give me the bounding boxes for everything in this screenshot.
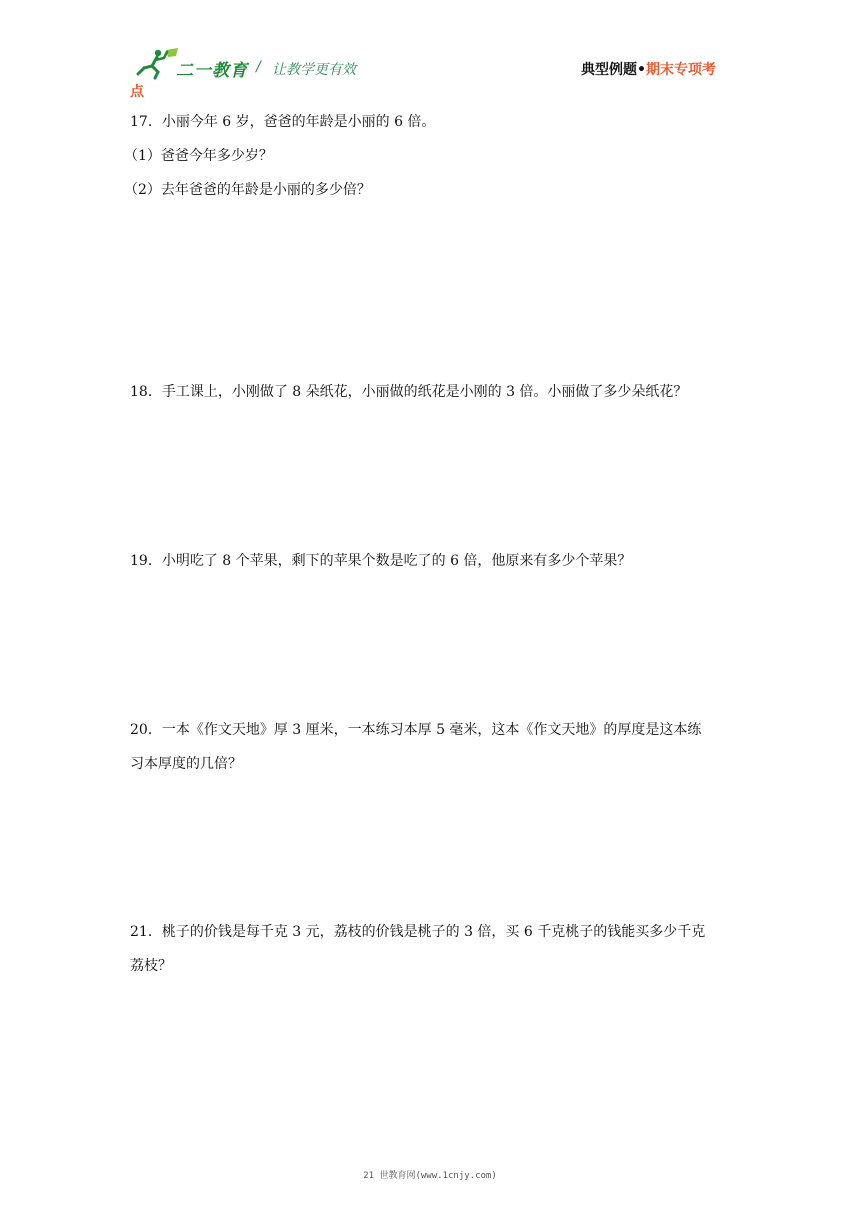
question-20-line-2: 习本厚度的几倍？: [130, 756, 242, 772]
page-header: [0, 0, 860, 100]
header-separator: /: [256, 59, 261, 75]
brand-name: 二一教育: [176, 61, 248, 81]
question-17: [124, 105, 735, 207]
brand-slogan: 让教学更有效: [272, 62, 356, 78]
question-17-line-1: 17．小丽今年 6 岁，爸爸的年龄是小丽的 6 倍。: [130, 114, 436, 130]
header-tag-part3: 点: [130, 84, 144, 100]
question-20-line-1: 20．一本《作文天地》厚 3 厘米，一本练习本厚 5 毫米，这本《作文天地》的厚度是这本练: [130, 722, 702, 738]
question-21-line-1: 21．桃子的价钱是每千克 3 元，荔枝的价钱是桃子的 3 倍，买 6 千克桃子的钱能买多少千克: [130, 924, 706, 940]
question-21-line-2: 荔枝？: [130, 958, 172, 974]
question-17-sub-1: （1）爸爸今年多少岁？: [124, 148, 273, 164]
question-19: [130, 544, 735, 578]
header-tag: [581, 59, 716, 79]
page-footer: 21 世教育网(www.1cnjy.com): [363, 1171, 497, 1181]
question-21: [130, 915, 735, 983]
header-tag-part2: 期末专项考: [646, 62, 716, 78]
question-17-sub-2: （2）去年爸爸的年龄是小丽的多少倍？: [124, 182, 371, 198]
question-20: [130, 713, 735, 781]
question-19-line-1: 19．小明吃了 8 个苹果，剩下的苹果个数是吃了的 6 倍，他原来有多少个苹果？: [130, 553, 632, 569]
question-18-line-1: 18．手工课上，小刚做了 8 朵纸花，小丽做的纸花是小刚的 3 倍。小丽做了多少朵纸花？: [130, 384, 688, 400]
header-tag-part1: 典型例题•: [581, 62, 646, 78]
question-18: [130, 375, 735, 409]
running-man-logo-icon: [136, 46, 180, 80]
